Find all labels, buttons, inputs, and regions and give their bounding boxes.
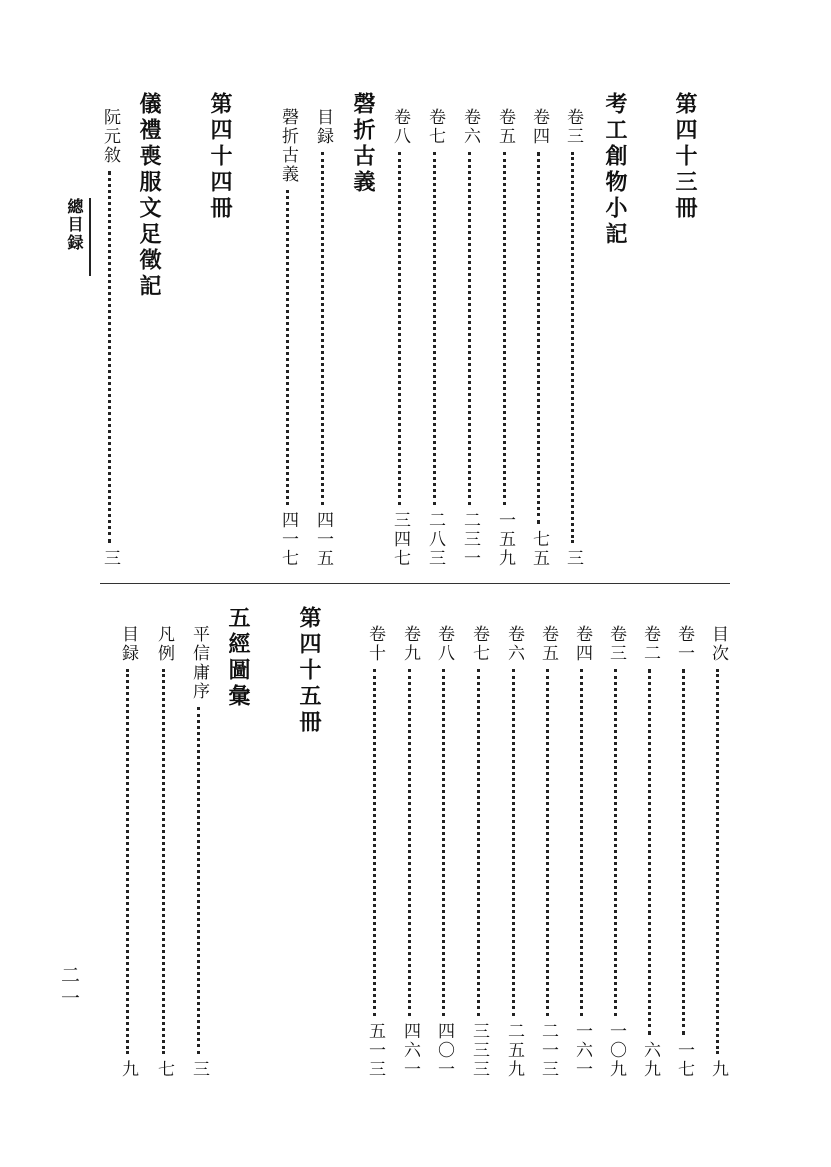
book-title-qingzhe: 磬折古義 bbox=[350, 92, 375, 196]
entry-page: 四六一 bbox=[400, 1022, 420, 1079]
dot-leader bbox=[197, 707, 200, 1054]
dot-leader bbox=[373, 669, 376, 1016]
entry-page: 九 bbox=[708, 1060, 728, 1079]
toc-entry bbox=[496, 108, 513, 568]
entry-label: 卷十 bbox=[365, 625, 385, 663]
entry-label: 卷四 bbox=[572, 625, 592, 663]
entry-label: 阮元敘 bbox=[100, 108, 120, 165]
entry-label: 平信庸序 bbox=[189, 625, 209, 701]
dot-leader bbox=[108, 171, 111, 543]
entry-page: 四一七 bbox=[278, 511, 298, 568]
entry-page: 四一五 bbox=[313, 511, 333, 568]
entry-page: 七 bbox=[154, 1060, 174, 1079]
toc-entry bbox=[391, 108, 408, 568]
entry-label: 卷四 bbox=[529, 108, 549, 146]
toc-entry bbox=[505, 625, 522, 1079]
entry-page: 三三三 bbox=[469, 1022, 489, 1079]
dot-leader bbox=[571, 152, 574, 543]
toc-entry bbox=[426, 108, 443, 568]
book-title-yili: 儀禮喪服文足徵記 bbox=[136, 92, 161, 300]
toc-entry bbox=[641, 625, 658, 1079]
volume-heading-45: 第四十五冊 bbox=[296, 606, 321, 736]
toc-entry bbox=[155, 625, 172, 1079]
entry-label: 卷五 bbox=[495, 108, 515, 146]
toc-entry bbox=[314, 108, 331, 568]
toc-entry bbox=[366, 625, 383, 1079]
entry-page: 二三一 bbox=[460, 511, 480, 568]
dot-leader bbox=[321, 152, 324, 505]
toc-entry bbox=[675, 625, 692, 1079]
dot-leader bbox=[442, 669, 445, 1016]
section-divider bbox=[100, 583, 730, 584]
toc-entry bbox=[279, 108, 296, 568]
dot-leader bbox=[580, 669, 583, 1016]
dot-leader bbox=[614, 669, 617, 1016]
toc-entry bbox=[530, 108, 547, 568]
toc-entry bbox=[709, 625, 726, 1079]
entry-page: 二八三 bbox=[425, 511, 445, 568]
toc-entry bbox=[470, 625, 487, 1079]
entry-page: 二一三 bbox=[538, 1022, 558, 1079]
dot-leader bbox=[433, 152, 436, 505]
entry-label: 卷七 bbox=[469, 625, 489, 663]
dot-leader bbox=[648, 669, 651, 1035]
volume-heading-44: 第四十四冊 bbox=[207, 92, 232, 222]
book-title-wujing: 五經圖彙 bbox=[225, 606, 250, 710]
page-number: 二一 bbox=[58, 965, 80, 1011]
entry-label: 卷八 bbox=[390, 108, 410, 146]
dot-leader bbox=[286, 190, 289, 505]
entry-label: 卷八 bbox=[434, 625, 454, 663]
entry-page: 二五九 bbox=[504, 1022, 524, 1079]
dot-leader bbox=[546, 669, 549, 1016]
entry-page: 九 bbox=[118, 1060, 138, 1079]
entry-label: 卷三 bbox=[606, 625, 626, 663]
entry-label: 目次 bbox=[708, 625, 728, 663]
entry-page: 一〇九 bbox=[606, 1022, 626, 1079]
entry-page: 一六一 bbox=[572, 1022, 592, 1079]
entry-label: 卷五 bbox=[538, 625, 558, 663]
dot-leader bbox=[477, 669, 480, 1016]
toc-entry bbox=[190, 625, 207, 1079]
book-title-kaogong: 考工創物小記 bbox=[602, 92, 627, 248]
entry-label: 目録 bbox=[313, 108, 333, 146]
dot-leader bbox=[503, 152, 506, 505]
dot-leader bbox=[408, 669, 411, 1016]
dot-leader bbox=[682, 669, 685, 1035]
toc-entry bbox=[461, 108, 478, 568]
entry-label: 磬折古義 bbox=[278, 108, 298, 184]
entry-label: 卷六 bbox=[460, 108, 480, 146]
toc-entry bbox=[101, 108, 118, 568]
entry-label: 卷一 bbox=[674, 625, 694, 663]
dot-leader bbox=[537, 152, 540, 524]
entry-page: 三四七 bbox=[390, 511, 410, 568]
entry-page: 六九 bbox=[640, 1041, 660, 1079]
entry-page: 七五 bbox=[529, 530, 549, 568]
entry-page: 四〇一 bbox=[434, 1022, 454, 1079]
entry-label: 卷九 bbox=[400, 625, 420, 663]
toc-entry bbox=[119, 625, 136, 1079]
dot-leader bbox=[512, 669, 515, 1016]
entry-label: 卷二 bbox=[640, 625, 660, 663]
entry-page: 三 bbox=[100, 549, 120, 568]
toc-entry bbox=[435, 625, 452, 1079]
entry-page: 一五九 bbox=[495, 511, 515, 568]
dot-leader bbox=[468, 152, 471, 505]
toc-entry bbox=[573, 625, 590, 1079]
running-head: 總目録 bbox=[60, 198, 91, 276]
entry-label: 目録 bbox=[118, 625, 138, 663]
toc-entry bbox=[564, 108, 581, 568]
entry-label: 卷七 bbox=[425, 108, 445, 146]
toc-entry bbox=[401, 625, 418, 1079]
entry-label: 凡例 bbox=[154, 625, 174, 663]
entry-page: 三 bbox=[189, 1060, 209, 1079]
toc-entry bbox=[607, 625, 624, 1079]
entry-page: 五一三 bbox=[365, 1022, 385, 1079]
dot-leader bbox=[398, 152, 401, 505]
dot-leader bbox=[716, 669, 719, 1054]
entry-page: 一七 bbox=[674, 1041, 694, 1079]
toc-entry bbox=[539, 625, 556, 1079]
entry-page: 三 bbox=[563, 549, 583, 568]
volume-heading-43: 第四十三冊 bbox=[672, 92, 697, 222]
dot-leader bbox=[126, 669, 129, 1054]
entry-label: 卷六 bbox=[504, 625, 524, 663]
dot-leader bbox=[162, 669, 165, 1054]
entry-label: 卷三 bbox=[563, 108, 583, 146]
